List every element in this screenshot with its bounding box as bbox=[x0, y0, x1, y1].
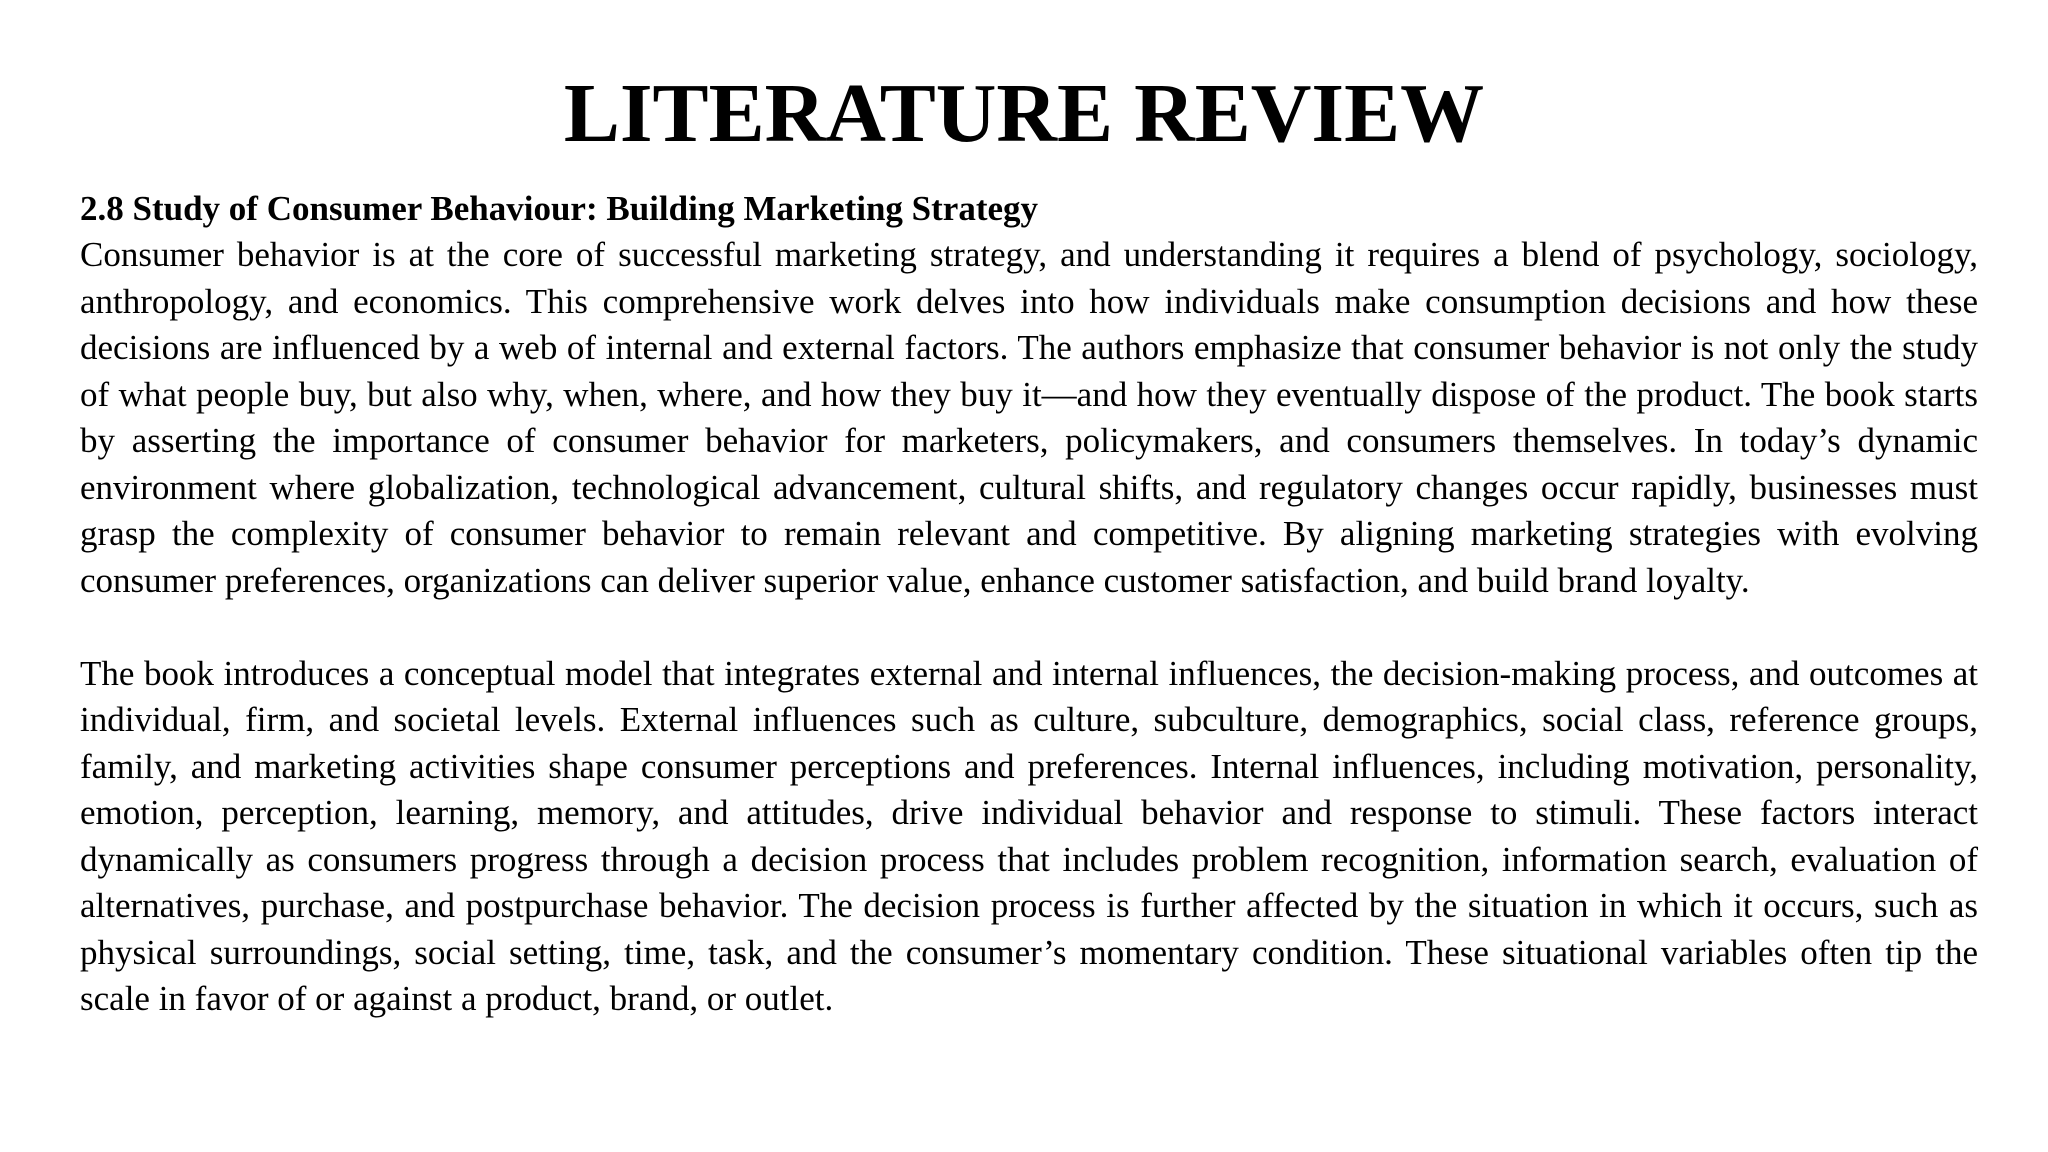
page-title: LITERATURE REVIEW bbox=[563, 67, 1485, 160]
paragraph-2: The book introduces a conceptual model that integrates external and internal influences, the decision-making process, and outcomes at individual, firm, and societal levels. External influences such as culture, subculture, demographics, social class, reference groups, family, and marketing activities shape consumer perceptions and preferences. Internal influences, including motivation, personality, emotion, perception, learning, memory, and attitudes, drive individual behavior and response to stimuli. These factors interact dynamically as consumers progress through a decision process that includes problem recognition, information search, evaluation of alternatives, purchase, and postpurchase behavior. The decision process is further affected by the situation in which it occurs, such as physical surroundings, social setting, time, task, and the consumer’s momentary condition. These situational variables often tip the scale in favor of or against a product, brand, or outlet. bbox=[80, 653, 1978, 1018]
document-body bbox=[80, 186, 1978, 1023]
paragraph-1: Consumer behavior is at the core of successful marketing strategy, and understanding it requires a blend of psychology, sociology, anthropology, and economics. This comprehensive work delves into how individuals make consumption decisions and how these decisions are influenced by a web of internal and external factors. The authors emphasize that consumer behavior is not only the study of what people buy, but also why, when, where, and how they buy it—and how they eventually dispose of the product. The book starts by asserting the importance of consumer behavior for marketers, policymakers, and consumers themselves. In today’s dynamic environment where globalization, technological advancement, cultural shifts, and regulatory changes occur rapidly, businesses must grasp the complexity of consumer behavior to remain relevant and competitive. By aligning marketing strategies with evolving consumer preferences, organizations can deliver superior value, enhance customer satisfaction, and build brand loyalty. bbox=[80, 235, 1978, 600]
section-heading: 2.8 Study of Consumer Behaviour: Building Marketing Strategy bbox=[80, 189, 1039, 228]
